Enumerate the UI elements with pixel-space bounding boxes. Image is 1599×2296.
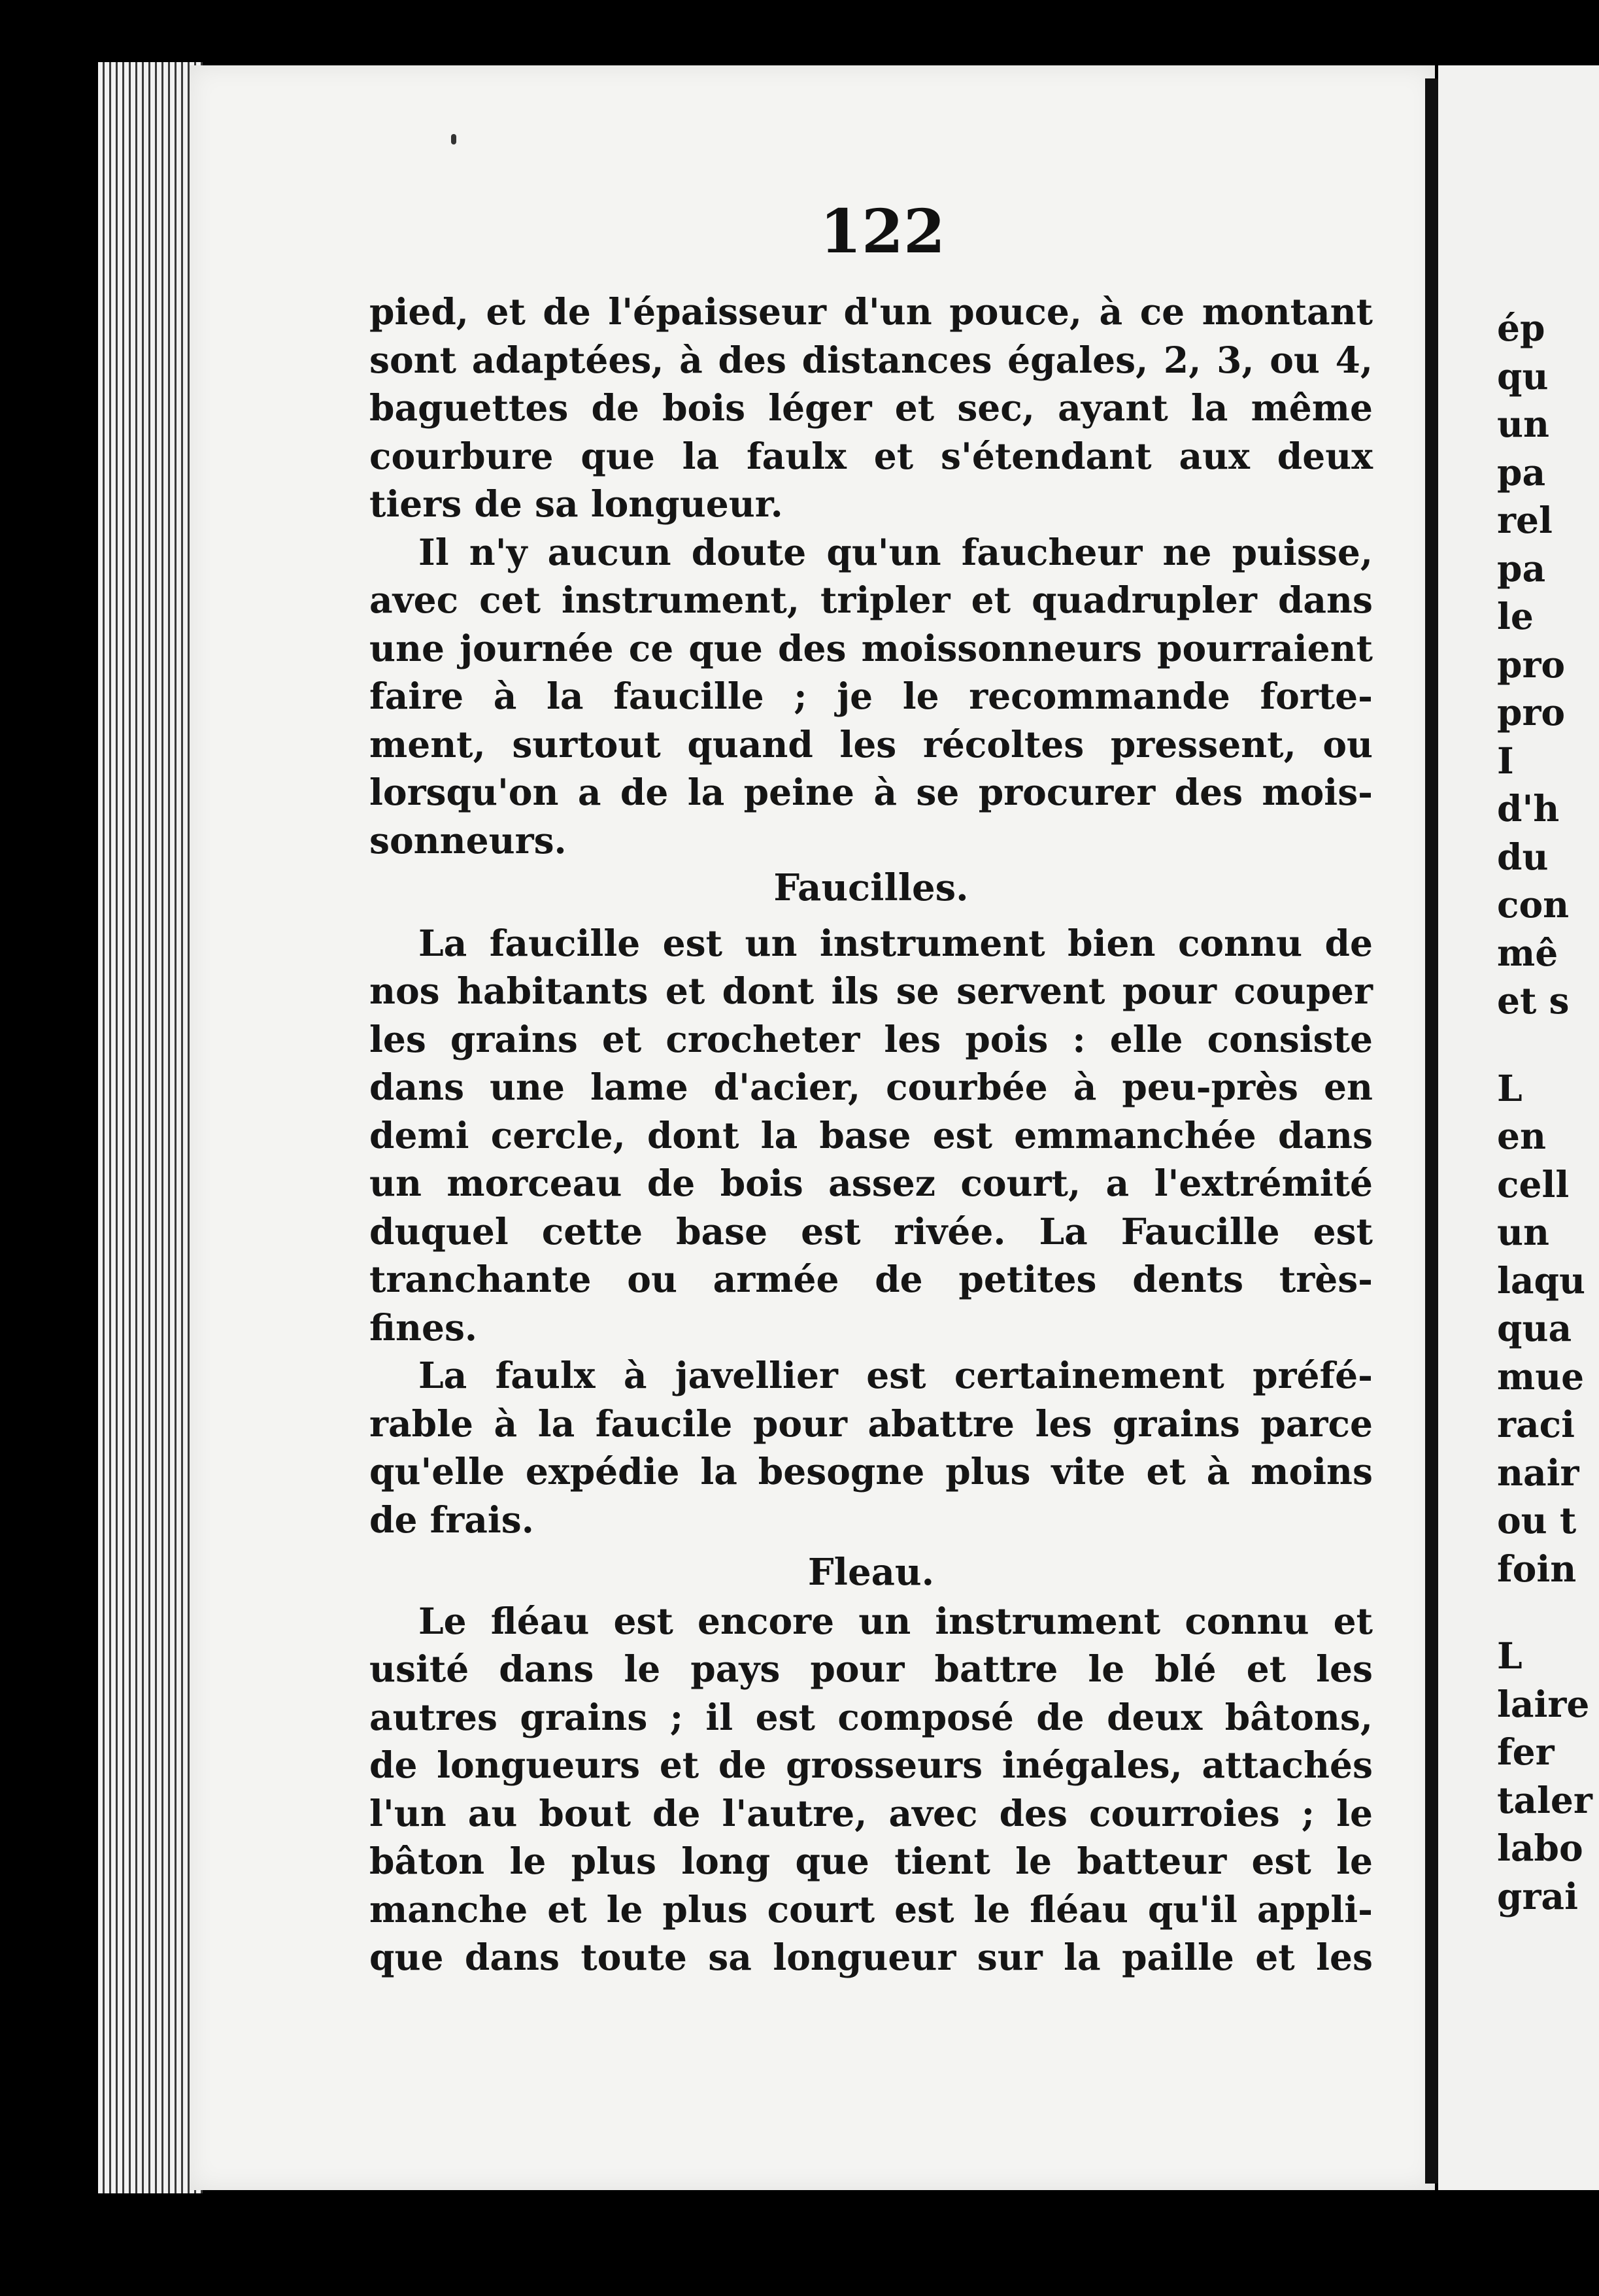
text-fragment: ou t [1497, 1499, 1577, 1542]
text-line: autres grains ; il est composé de deux bâtons, [369, 1695, 1373, 1738]
text-line: lorsqu'on a de la peine à se procurer des mois- [369, 771, 1373, 813]
text-line: tranchante ou armée de petites dents très- [369, 1258, 1373, 1300]
text-fragment: et s [1497, 979, 1570, 1022]
text-line: une journée ce que des moissonneurs pourraient [369, 626, 1373, 669]
text-line: duquel cette base est rivée. La Faucille est [369, 1209, 1373, 1253]
text-line: rable à la faucile pour abattre les grains parce [369, 1402, 1373, 1445]
text-line: La faulx à javellier est certainement préfé- [418, 1354, 1373, 1396]
text-fragment: laqu [1497, 1258, 1585, 1302]
text-line: de longueurs et de grosseurs inégales, attachés [369, 1744, 1373, 1786]
text-line: sonneurs. [369, 819, 567, 862]
text-line: demi cercle, dont la base est emmanchée dans [369, 1113, 1373, 1156]
text-line: courbure que la faulx et s'étendant aux deux [369, 434, 1373, 477]
text-line: Il n'y aucun doute qu'un faucheur ne puisse, [418, 530, 1373, 573]
text-fragment: pa [1497, 450, 1546, 494]
book-gutter [1425, 78, 1438, 2184]
text-fragment: ép [1497, 307, 1545, 349]
text-fragment: d'h [1497, 787, 1560, 830]
text-line: usité dans le pays pour battre le blé et les [369, 1647, 1373, 1690]
left-page-text [369, 288, 1373, 1982]
text-line: ment, surtout quand les récoltes pressent, ou [369, 722, 1373, 766]
text-fragment: taler [1497, 1778, 1592, 1821]
text-line: Le fléau est encore un instrument connu et [418, 1599, 1373, 1642]
text-fragment: L [1497, 1634, 1523, 1677]
page-edges [98, 62, 203, 2193]
text-fragment: un [1497, 403, 1549, 445]
section-heading-faucilles: Faucilles. [773, 866, 969, 909]
text-line: qu'elle expédie la besogne plus vite et à moins [369, 1450, 1373, 1493]
text-line: faire à la faucille ; je le recommande forte- [369, 675, 1373, 717]
text-fragment: le [1497, 595, 1534, 637]
text-line: dans une lame d'acier, courbée à peu-près en [369, 1066, 1373, 1108]
text-line: un morceau de bois assez court, a l'extrémité [369, 1162, 1373, 1204]
text-fragment: L [1497, 1066, 1523, 1109]
text-fragment: laire [1497, 1682, 1590, 1725]
text-line: nos habitants et dont ils se servent pour couper [369, 970, 1373, 1012]
text-fragment: raci [1497, 1403, 1575, 1445]
text-fragment: labo [1497, 1827, 1583, 1869]
ink-speck [451, 134, 456, 144]
text-fragment: nair [1497, 1451, 1579, 1494]
text-fragment: foin [1497, 1547, 1577, 1590]
text-line: La faucille est un instrument bien connu de [418, 921, 1373, 964]
text-fragment: mê [1497, 931, 1558, 974]
text-fragment: un [1497, 1211, 1549, 1253]
text-line: tiers de sa longueur. [369, 482, 783, 525]
text-fragment: con [1497, 883, 1570, 926]
text-fragment: I [1497, 739, 1514, 782]
text-line: que dans toute sa longueur sur la paille et les [369, 1936, 1373, 1978]
text-fragment: qu [1497, 354, 1549, 397]
text-fragment: qua [1497, 1307, 1572, 1349]
text-line: manche et le plus court est le fléau qu'il appli- [369, 1887, 1373, 1931]
text-fragment: du [1497, 835, 1549, 878]
text-fragment: pa [1497, 547, 1546, 590]
text-line: de frais. [369, 1498, 534, 1541]
text-fragment: grai [1497, 1874, 1578, 1917]
text-fragment: fer [1497, 1730, 1555, 1773]
text-fragment: rel [1497, 499, 1553, 541]
page-number: 122 [819, 196, 946, 267]
text-line: pied, et de l'épaisseur d'un pouce, à ce montant [369, 290, 1373, 333]
section-heading-fleau: Fleau. [807, 1551, 935, 1594]
text-line: bâton le plus long que tient le batteur est le [369, 1840, 1373, 1882]
right-page-text-fragments [1497, 304, 1599, 1920]
text-fragment: en [1497, 1115, 1546, 1157]
text-fragment: pro [1497, 643, 1566, 686]
text-fragment: mue [1497, 1355, 1585, 1398]
text-line: l'un au bout de l'autre, avec des courroies ; le [369, 1791, 1373, 1834]
text-line: avec cet instrument, tripler et quadrupler dans [369, 579, 1373, 621]
text-line: baguettes de bois léger et sec, ayant la même [369, 386, 1373, 429]
text-fragment: cell [1497, 1162, 1570, 1206]
text-fragment: pro [1497, 691, 1566, 734]
paragraph-gap [1497, 1025, 1599, 1064]
text-line: sont adaptées, à des distances égales, 2, 3, ou 4, [369, 338, 1373, 381]
text-line: fines. [369, 1306, 478, 1349]
paragraph-gap [1497, 1593, 1599, 1632]
text-line: les grains et crocheter les pois : elle consiste [369, 1017, 1373, 1060]
